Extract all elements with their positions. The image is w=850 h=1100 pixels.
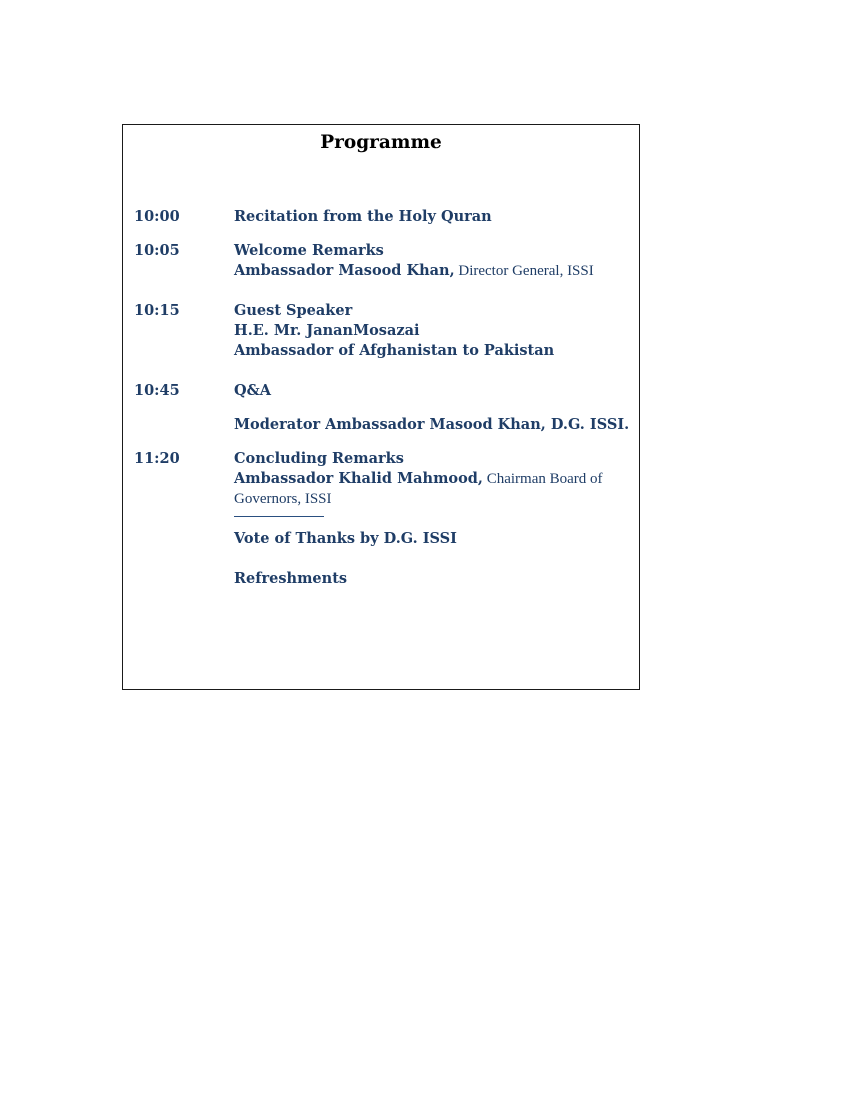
speaker-role: Ambassador of Afghanistan to Pakistan — [234, 342, 555, 359]
speaker-name: Ambassador Masood Khan, — [234, 262, 455, 279]
item-title: Q&A — [234, 382, 271, 399]
speaker-role: Director General, ISSI — [454, 263, 594, 279]
item-title: Refreshments — [234, 570, 348, 587]
item-content — [234, 381, 631, 401]
item-time: 10:05 — [134, 242, 180, 259]
page-title: Programme — [320, 132, 442, 153]
item-time: 10:00 — [134, 208, 180, 225]
item-title: Welcome Remarks — [234, 242, 384, 259]
item-speaker-line — [234, 261, 631, 281]
speaker-role: Chairman Board of — [482, 471, 603, 487]
item-speaker-line — [234, 469, 631, 489]
divider — [234, 516, 324, 517]
item-time: 10:15 — [134, 302, 180, 319]
item-title: Vote of Thanks by D.G. ISSI — [234, 530, 457, 547]
item-content — [234, 301, 631, 361]
item-time: 10:45 — [134, 382, 180, 399]
item-time: 11:20 — [134, 450, 180, 467]
programme-box — [122, 124, 640, 690]
item-content — [234, 569, 631, 589]
item-title: Recitation from the Holy Quran — [234, 208, 492, 225]
item-content — [234, 529, 631, 549]
speaker-role-continued: Governors, ISSI — [234, 491, 332, 507]
item-content — [234, 449, 631, 509]
item-content — [234, 207, 631, 227]
item-content — [234, 241, 631, 281]
item-content — [234, 415, 631, 435]
item-title: Moderator Ambassador Masood Khan, D.G. ISSI. — [234, 416, 630, 433]
item-title: Guest Speaker — [234, 302, 353, 319]
item-title: Concluding Remarks — [234, 450, 404, 467]
speaker-name: Ambassador Khalid Mahmood, — [234, 470, 483, 487]
speaker-name: H.E. Mr. JananMosazai — [234, 322, 420, 339]
